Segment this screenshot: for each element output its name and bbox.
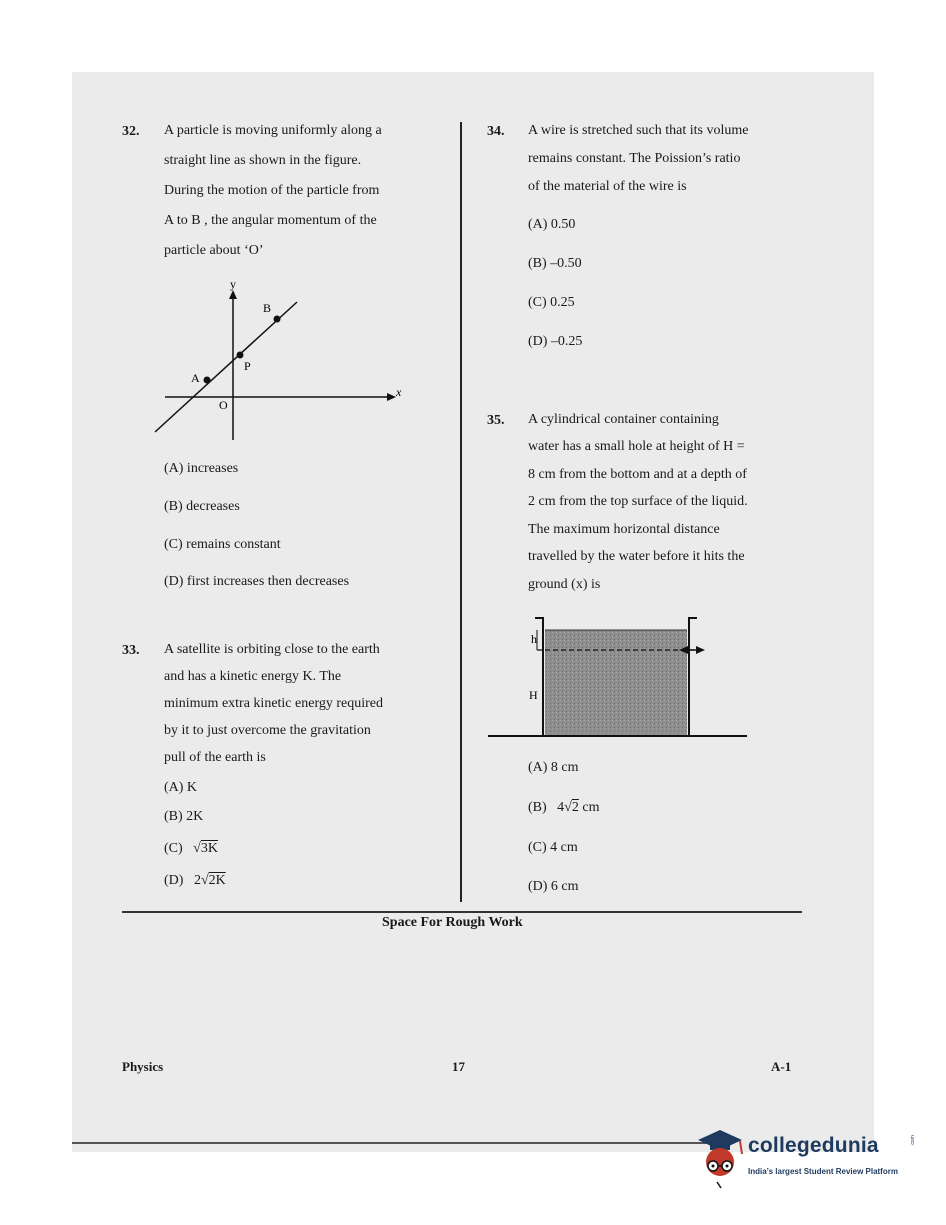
q35-option-b[interactable]: (B) 4√2 cm (528, 800, 600, 815)
q33-number: 33. (122, 643, 140, 658)
q32-figure (145, 270, 415, 445)
q33-option-d[interactable]: (D) 2√2K (164, 873, 226, 888)
rough-work-label: Space For Rough Work (382, 915, 523, 930)
q33-option-c[interactable]: (C) √3K (164, 841, 218, 856)
y-axis-arrow (229, 290, 237, 299)
q34-option-b[interactable]: (B) –0.50 (528, 256, 582, 271)
brand-tagline: India’s largest Student Review Platform (748, 1167, 898, 1176)
q32-option-d[interactable]: (D) first increases then decreases (164, 574, 350, 589)
point-A (204, 377, 211, 384)
collegedunia-logo[interactable] (690, 1122, 920, 1192)
label-B: B (263, 301, 272, 315)
rough-work-divider (122, 911, 802, 913)
label-H: H (529, 688, 538, 702)
mascot-icon (690, 1122, 750, 1192)
q32-option-b[interactable]: (B) decreases (164, 499, 240, 514)
q35-option-c[interactable]: (C) 4 cm (528, 840, 578, 855)
q35-option-d[interactable]: (D) 6 cm (528, 879, 579, 894)
q33-option-a[interactable]: (A) K (164, 780, 198, 795)
brand-name: collegedunia (748, 1134, 879, 1157)
q32-option-a[interactable]: (A) increases (164, 461, 239, 476)
label-h: h (531, 632, 537, 646)
x-axis-arrow (387, 393, 396, 401)
footer-page-number: 17 (452, 1059, 465, 1074)
water-body (545, 630, 687, 736)
column-divider (460, 122, 462, 902)
q34-option-a[interactable]: (A) 0.50 (528, 217, 576, 232)
container-right-wall (689, 618, 697, 736)
q34-option-d[interactable]: (D) –0.25 (528, 334, 583, 349)
label-P: P (244, 359, 251, 373)
point-P (237, 352, 244, 359)
label-x: x (396, 385, 402, 399)
q32-number: 32. (122, 124, 140, 139)
q35-number: 35. (487, 413, 505, 428)
point-B (274, 316, 281, 323)
q33-option-b[interactable]: (B) 2K (164, 809, 204, 824)
q32-option-c[interactable]: (C) remains constant (164, 537, 281, 552)
label-A: A (191, 371, 200, 385)
bottom-scan-line (72, 1142, 712, 1144)
label-O: O (219, 398, 228, 412)
q34-number: 34. (487, 124, 505, 139)
jet-arrow (696, 646, 705, 654)
q34-option-c[interactable]: (C) 0.25 (528, 295, 575, 310)
footer-code: A-1 (771, 1059, 792, 1074)
exam-page (72, 72, 874, 1152)
footer-subject: Physics (122, 1059, 164, 1074)
q35-figure (485, 610, 750, 745)
label-y: y (230, 277, 236, 291)
q35-option-a[interactable]: (A) 8 cm (528, 760, 579, 775)
brand-dotcom: .com (910, 1135, 916, 1146)
